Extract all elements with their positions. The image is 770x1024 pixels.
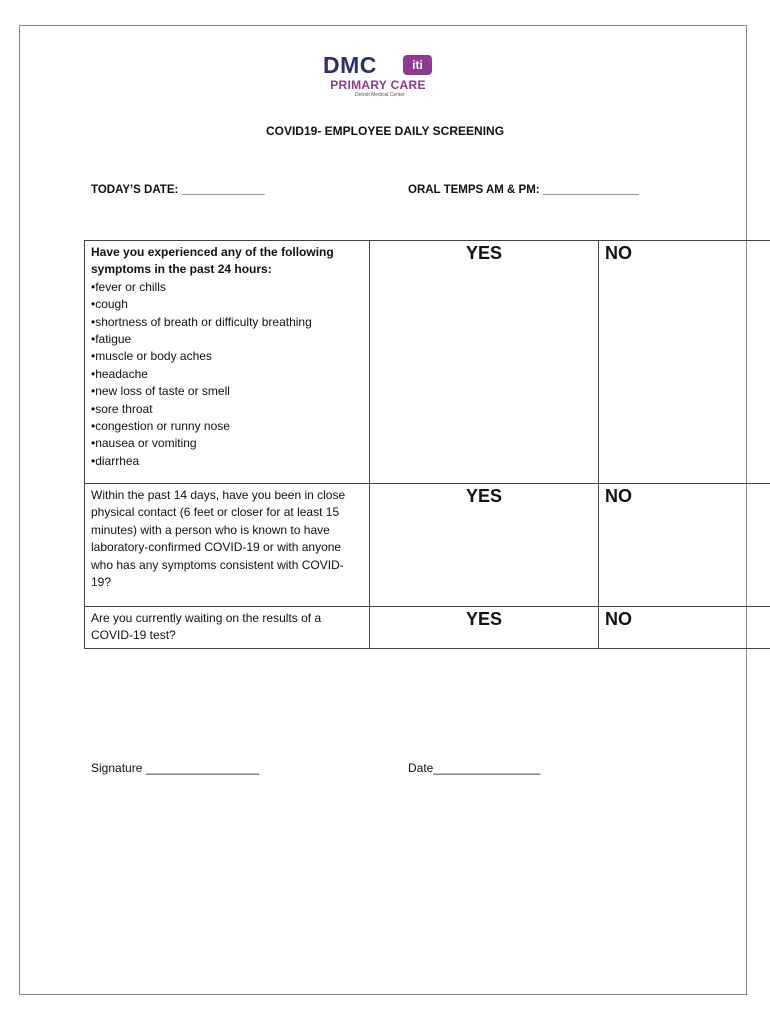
form-title: COVID19- EMPLOYEE DAILY SCREENING (265, 124, 505, 138)
question-symptoms (85, 241, 370, 484)
list-item: • headache (91, 366, 363, 383)
todays-date-field[interactable]: TODAY’S DATE: _____________ (91, 184, 265, 196)
no-cell[interactable]: NO (599, 241, 770, 484)
logo-subtext: Detroit Medical Center (355, 92, 405, 98)
yes-cell[interactable]: YES (370, 241, 599, 484)
list-item: • cough (91, 296, 363, 313)
oral-temps-field[interactable]: ORAL TEMPS AM & PM: _______________ (408, 184, 639, 196)
no-cell[interactable]: NO (599, 484, 770, 607)
screening-table (84, 240, 770, 649)
question-contact: Within the past 14 days, have you been in close physical contact (6 feet or closer for at least 15 minutes) with a person who is known to have laboratory-confirmed COVID-19 or with anyone who has any symptoms consistent with COVID-19? (85, 484, 370, 607)
list-item: • congestion or runny nose (91, 418, 363, 435)
question-test-results: Are you currently waiting on the results of a COVID-19 test? (85, 607, 370, 649)
symptom-list (91, 279, 363, 470)
signature-field[interactable]: Signature _________________ (91, 761, 260, 775)
question-heading: Have you experienced any of the following symptoms in the past 24 hours: (91, 245, 334, 277)
list-item: • diarrhea (91, 453, 363, 470)
yes-cell[interactable]: YES (370, 484, 599, 607)
dmc-logo (323, 52, 435, 102)
table-row (85, 484, 770, 607)
yes-cell[interactable]: YES (370, 607, 599, 649)
logo-badge: iti (403, 55, 432, 75)
logo-brand: DMC (323, 52, 377, 78)
list-item: • fatigue (91, 331, 363, 348)
list-item: • shortness of breath or difficulty breathing (91, 314, 363, 331)
list-item: • nausea or vomiting (91, 435, 363, 452)
table-row (85, 241, 770, 484)
list-item: • sore throat (91, 401, 363, 418)
list-item: • muscle or body aches (91, 348, 363, 365)
table-row (85, 607, 770, 649)
no-cell[interactable]: NO (599, 607, 770, 649)
logo-tagline: PRIMARY CARE (330, 78, 426, 92)
list-item: • fever or chills (91, 279, 363, 296)
list-item: • new loss of taste or smell (91, 383, 363, 400)
signature-date-field[interactable]: Date________________ (408, 761, 541, 775)
